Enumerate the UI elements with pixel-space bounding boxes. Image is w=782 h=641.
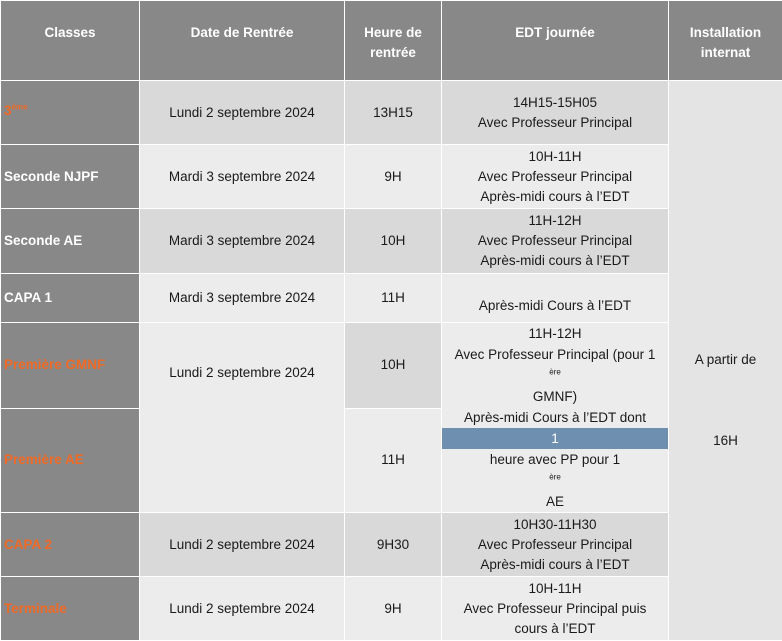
edt-cell: 11H-12H Avec Professeur Principal Après-midi cours à l’EDT xyxy=(442,209,669,274)
header-heure-l2: rentrée xyxy=(370,45,416,60)
edt-cell: 10H30-11H30 Avec Professeur Principal Après-midi cours à l’EDT xyxy=(442,513,669,577)
class-cell: Seconde AE xyxy=(1,209,140,274)
table-row xyxy=(1,577,782,641)
date-cell: Lundi 2 septembre 2024 xyxy=(140,323,345,513)
table-row xyxy=(1,323,782,409)
date-cell: Mardi 3 septembre 2024 xyxy=(140,274,345,323)
header-install-l1: Installation xyxy=(690,25,761,40)
header-heure xyxy=(345,1,442,81)
class-cell: Première AE xyxy=(1,408,140,513)
header-classes: Classes xyxy=(1,1,140,81)
class-sup: ème xyxy=(12,103,28,112)
date-cell: Lundi 2 septembre 2024 xyxy=(140,577,345,641)
heure-cell: 9H xyxy=(345,577,442,641)
installation-line2: 16H xyxy=(669,431,782,451)
heure-cell: 10H xyxy=(345,209,442,274)
edt-cell: 11H-12H Avec Professeur Principal (pour 1 $^{ère}$ GMNF) Après-midi Cours à l’EDT dont 1 heure avec PP pour 1 $^{ère}$ AE xyxy=(442,323,669,513)
table-row xyxy=(1,145,782,209)
edt-cell: 10H-11H Avec Professeur Principal puis cours à l’EDT xyxy=(442,577,669,641)
installation-line1: A partir de xyxy=(669,350,782,370)
class-cell: 3ème xyxy=(1,81,140,145)
heure-cell: 11H xyxy=(345,408,442,513)
header-date: Date de Rentrée xyxy=(140,1,345,81)
date-cell: Lundi 2 septembre 2024 xyxy=(140,81,345,145)
table-row xyxy=(1,81,782,145)
table-row xyxy=(1,274,782,323)
heure-cell: 9H xyxy=(345,145,442,209)
date-cell: Lundi 2 septembre 2024 xyxy=(140,513,345,577)
table-row xyxy=(1,513,782,577)
highlight-text: 1 xyxy=(442,428,668,449)
date-cell: Mardi 3 septembre 2024 xyxy=(140,145,345,209)
heure-cell: 9H30 xyxy=(345,513,442,577)
class-cell: Seconde NJPF xyxy=(1,145,140,209)
heure-cell: 11H xyxy=(345,274,442,323)
header-install-l2: internat xyxy=(701,45,751,60)
table-row xyxy=(1,209,782,274)
heure-cell: 13H15 xyxy=(345,81,442,145)
date-cell: Mardi 3 septembre 2024 xyxy=(140,209,345,274)
installation-cell xyxy=(669,81,782,641)
class-cell: CAPA 1 xyxy=(1,274,140,323)
header-edt: EDT journée xyxy=(442,1,669,81)
header-installation xyxy=(669,1,782,81)
edt-cell: Après-midi Cours à l’EDT xyxy=(442,274,669,323)
heure-cell: 10H xyxy=(345,323,442,409)
header-heure-l1: Heure de xyxy=(364,25,422,40)
edt-cell: 10H-11H Avec Professeur Principal Après-midi cours à l’EDT xyxy=(442,145,669,209)
class-cell: Terminale xyxy=(1,577,140,641)
class-cell: Première GMNF xyxy=(1,323,140,409)
class-cell: CAPA 2 xyxy=(1,513,140,577)
edt-cell: 14H15-15H05 Avec Professeur Principal xyxy=(442,81,669,145)
